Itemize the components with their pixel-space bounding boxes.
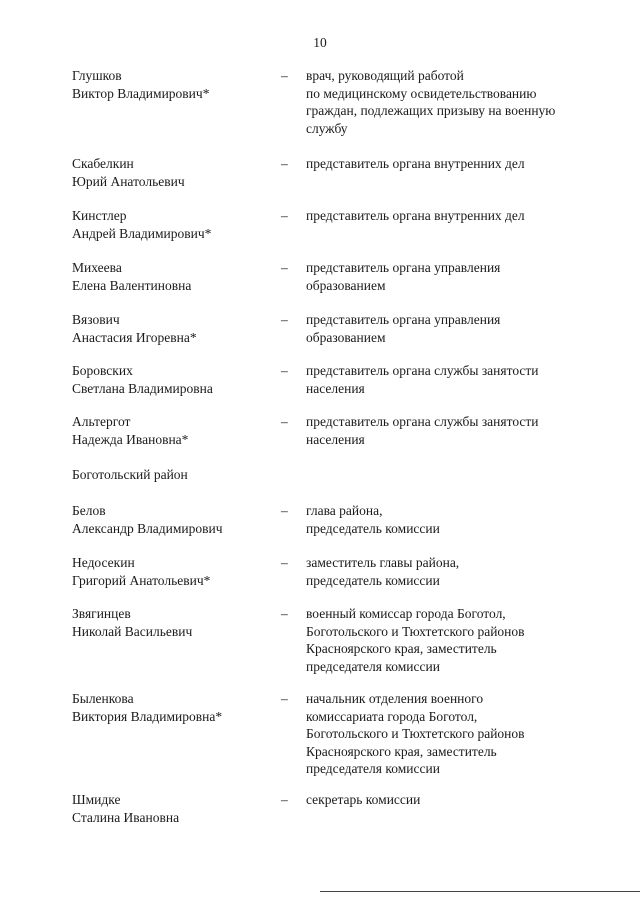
member-role-line: Красноярского края, заместитель: [306, 743, 497, 759]
dash-separator: –: [281, 312, 288, 327]
member-name-line: Альтергот: [72, 414, 131, 429]
member-name-line: Юрий Анатольевич: [72, 173, 185, 189]
page-number: 10: [313, 35, 327, 50]
member-name-line: Звягинцев: [72, 606, 131, 621]
member-name-line: Вязович: [72, 312, 120, 327]
member-name-line: Быленкова: [72, 691, 134, 706]
member-role-line: службу: [306, 120, 348, 136]
member-role-line: председатель комиссии: [306, 572, 440, 588]
member-role-line: Красноярского края, заместитель: [306, 641, 497, 656]
member-role-line: Боготольского и Тюхтетского районов: [306, 726, 525, 741]
member-role-line: представитель органа службы занятости: [306, 414, 539, 429]
member-name-line: Скабелкин: [72, 156, 134, 171]
member-name: [72, 362, 272, 397]
dash-separator: –: [281, 792, 288, 807]
member-role-line: представитель органа управления: [306, 312, 501, 327]
member-role: [306, 155, 606, 173]
member-role-line: населения: [306, 431, 365, 447]
member-name: [72, 67, 272, 102]
member-role-line: врач, руководящий работой: [306, 68, 464, 83]
member-name-line: Виктор Владимирович*: [72, 85, 210, 101]
member-role-line: секретарь комиссии: [306, 792, 421, 807]
dash-separator: –: [281, 414, 288, 429]
member-role-line: Боготольского и Тюхтетского районов: [306, 623, 525, 639]
member-role-line: граждан, подлежащих призыву на военную: [306, 103, 556, 118]
member-role: [306, 690, 606, 778]
member-name-line: Виктория Владимировна*: [72, 708, 223, 724]
member-role: [306, 259, 606, 294]
member-role-line: представитель органа службы занятости: [306, 363, 539, 378]
member-role-line: председатель комиссии: [306, 520, 440, 536]
member-name-line: Андрей Владимирович*: [72, 225, 212, 241]
member-role: [306, 67, 606, 137]
member-name: [72, 311, 272, 346]
member-name-line: Боровских: [72, 363, 133, 378]
dash-separator: –: [281, 68, 288, 83]
member-role-line: глава района,: [306, 503, 383, 518]
member-role-line: образованием: [306, 329, 386, 345]
section-title: Боготольский район: [72, 467, 188, 482]
member-role: [306, 791, 606, 809]
member-name-line: Надежда Ивановна*: [72, 431, 189, 447]
member-role-line: председателя комиссии: [306, 658, 440, 674]
member-name-line: Михеева: [72, 260, 122, 275]
member-name-line: Александр Владимирович: [72, 520, 223, 536]
dash-separator: –: [281, 691, 288, 706]
member-name: [72, 502, 272, 537]
member-role: [306, 311, 606, 346]
member-role-line: образованием: [306, 277, 386, 293]
member-role: [306, 207, 606, 225]
member-role-line: представитель органа внутренних дел: [306, 208, 525, 223]
member-name: [72, 207, 272, 242]
member-name: [72, 690, 272, 725]
member-role: [306, 413, 606, 448]
member-name: [72, 259, 272, 294]
member-role-line: заместитель главы района,: [306, 555, 460, 570]
member-role-line: председателя комиссии: [306, 761, 440, 776]
member-name-line: Григорий Анатольевич*: [72, 572, 211, 588]
member-role: [306, 605, 606, 675]
member-name: [72, 605, 272, 640]
member-role-line: по медицинскому освидетельствованию: [306, 85, 537, 101]
member-name-line: Кинстлер: [72, 208, 127, 223]
member-role: [306, 502, 606, 537]
dash-separator: –: [281, 606, 288, 621]
dash-separator: –: [281, 503, 288, 518]
member-name-line: Светлана Владимировна: [72, 380, 213, 396]
member-name-line: Белов: [72, 503, 106, 518]
dash-separator: –: [281, 555, 288, 570]
member-role-line: представитель органа внутренних дел: [306, 156, 525, 171]
member-role-line: представитель органа управления: [306, 260, 501, 275]
member-name-line: Сталина Ивановна: [72, 809, 180, 825]
member-name-line: Шмидке: [72, 792, 121, 807]
member-name: [72, 554, 272, 589]
member-role-line: населения: [306, 380, 365, 396]
member-role-line: комиссариата города Боготол,: [306, 708, 478, 724]
dash-separator: –: [281, 156, 288, 171]
member-role: [306, 554, 606, 589]
bottom-rule: [320, 891, 640, 892]
member-name: [72, 413, 272, 448]
member-name: [72, 155, 272, 190]
dash-separator: –: [281, 260, 288, 275]
member-name-line: Глушков: [72, 68, 122, 83]
member-role-line: военный комиссар города Боготол,: [306, 606, 506, 621]
dash-separator: –: [281, 208, 288, 223]
member-role-line: начальник отделения военного: [306, 691, 484, 706]
member-name-line: Елена Валентиновна: [72, 277, 192, 293]
member-name-line: Недосекин: [72, 555, 135, 570]
member-name: [72, 791, 272, 826]
member-name-line: Николай Васильевич: [72, 623, 193, 639]
member-role: [306, 362, 606, 397]
dash-separator: –: [281, 363, 288, 378]
member-name-line: Анастасия Игоревна*: [72, 329, 197, 345]
